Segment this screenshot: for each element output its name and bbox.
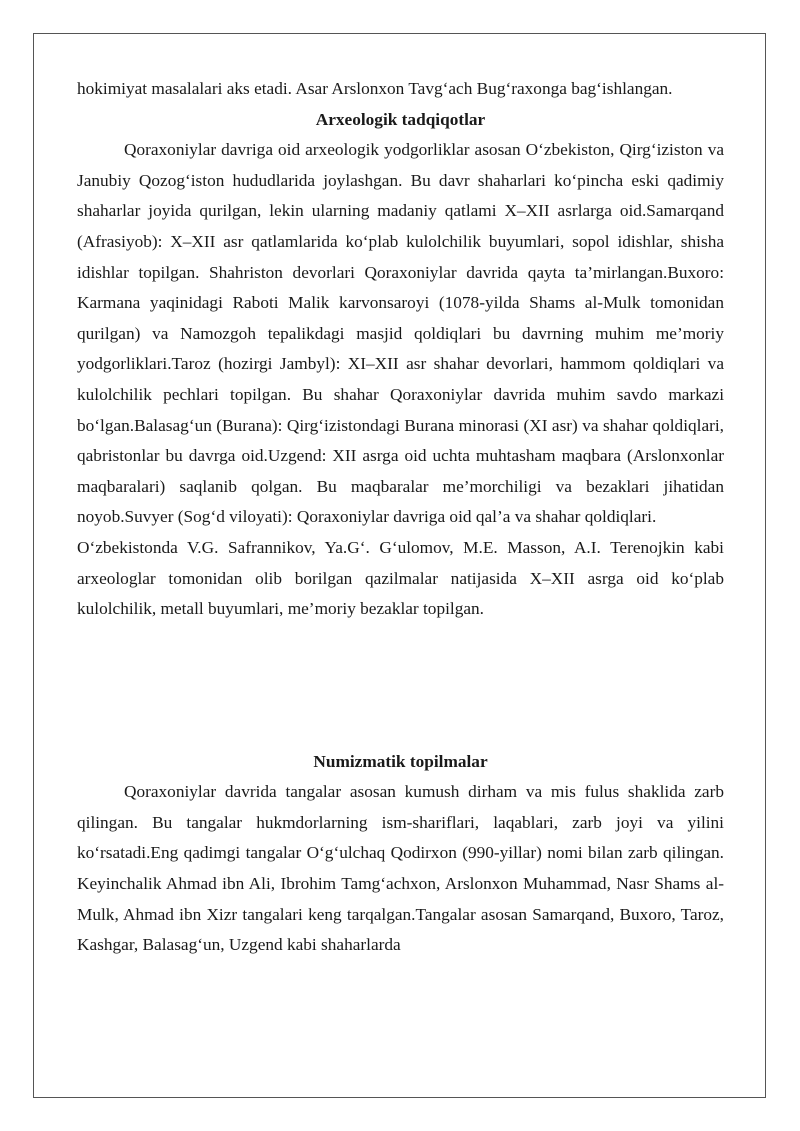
- section-spacer: [77, 625, 724, 747]
- archaeology-paragraph-2: O‘zbekistonda V.G. Safrannikov, Ya.G‘. G‘ulomov, M.E. Masson, A.I. Terenojkin kabi arxeologlar tomonidan olib borilgan qazilmalar natijasida X–XII asrga oid ko‘plab kulolchilik, metall buyumlari, me’moriy bezaklar topilgan.: [77, 537, 724, 619]
- section-heading-numismatics: Numizmatik topilmalar: [313, 751, 488, 771]
- archaeology-paragraph-1: Qoraxoniylar davriga oid arxeologik yodgorliklar asosan O‘zbekiston, Qirg‘iziston va Janubiy Qozog‘iston hududlarida joylashgan. Bu davr shaharlari ko‘pincha eski qadimiy shaharlar joyida qurilgan, lekin ularning madaniy qatlami X–XII asrlarga oid.Samarqand (Afrasiyob): X–XII asr qatlamlarida ko‘plab kulolchilik buyumlari, sopol idishlar, shisha idishlar topilgan. Shahriston devorlari Qoraxoniylar davrida qayta ta’mirlangan.Buxoro: Karmana yaqinidagi Raboti Malik karvonsaroyi (1078-yilda Shams al-Mulk tomonidan qurilgan) va Namozgoh tepalikdagi masjid qoldiqlari bu davrning muhim me’moriy yodgorliklari.Taroz (hozirgi Jambyl): XI–XII asr shahar devorlari, hammom qoldiqlari va kulolchilik pechlari topilgan. Bu shahar Qoraxoniylar davrida muhim savdo markazi bo‘lgan.Balasag‘un (Burana): Qirg‘izistondagi Burana minorasi (XI asr) va shahar qoldiqlari, qabristonlar bu davrga oid.Uzgend: XII asrga oid uchta muhtasham maqbara (Arslonxonlar maqbaralari) saqlanib qolgan. Bu maqbaralar me’morchiligi va bezaklari jihatidan noyob.Suvyer (Sog‘d viloyati): Qoraxoniylar davriga oid qal’a va shahar qoldiqlari.: [77, 140, 724, 527]
- numismatics-paragraph-1: Qoraxoniylar davrida tangalar asosan kumush dirham va mis fulus shaklida zarb qilingan. Bu tangalar hukmdorlarning ism-shariflari, laqablari, zarb joyi va yilini ko‘rsatadi.Eng qadimgi tangalar O‘g‘ulchaq Qodirxon (990-yillar) nomi bilan zarb qilingan. Keyinchalik Ahmad ibn Ali, Ibrohim Tamg‘achxon, Arslonxon Muhammad, Nasr Shams al-Mulk, Ahmad ibn Xizr tangalari keng tarqalgan.Tangalar asosan Samarqand, Buxoro, Taroz, Kashgar, Balasag‘un, Uzgend kabi shaharlarda: [77, 782, 724, 955]
- document-body: [77, 74, 724, 961]
- continuation-paragraph: hokimiyat masalalari aks etadi. Asar Arslonxon Tavg‘ach Bug‘raxonga bag‘ishlangan.: [77, 79, 673, 98]
- section-heading-archaeology: Arxeologik tadqiqotlar: [315, 109, 486, 129]
